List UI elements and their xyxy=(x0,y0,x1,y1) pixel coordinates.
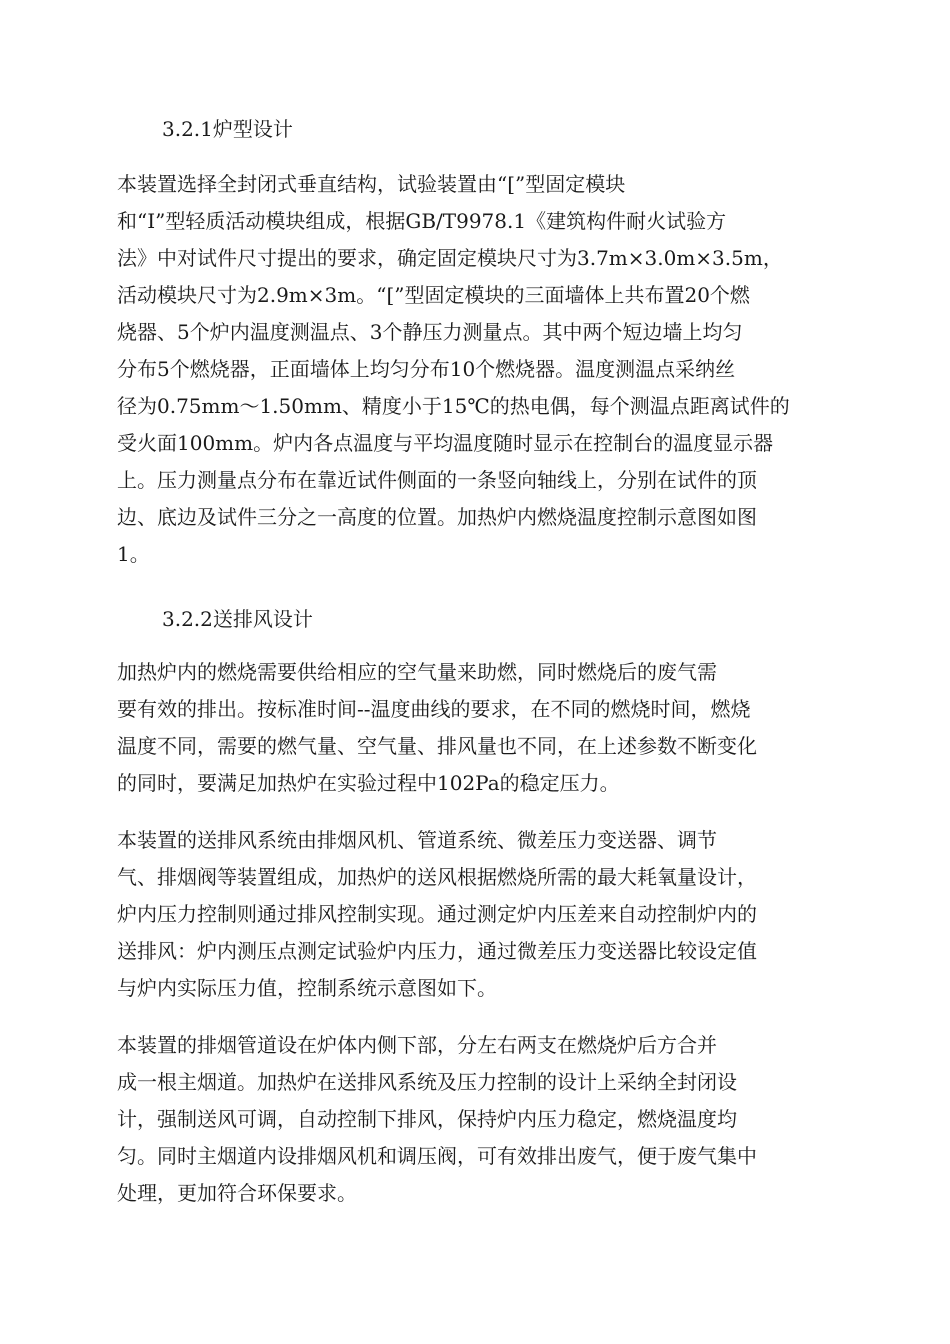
paragraph-exhaust-duct: 本装置的排烟管道设在炉体内侧下部，分左右两支在燃烧炉后方合并 成一根主烟道。加热炉在送排风系统及压力控制的设计上采纳全封闭设 计，强制送风可调，自动控制下排风，保持炉内压力稳定，燃烧温度均 匀。同时主烟道内设排烟风机和调压阀，可有效排出废气，便于废气集中 处理，更加符合环保要求。 xyxy=(117,1033,757,1205)
paragraph-furnace-design: 本装置选择全封闭式垂直结构，试验装置由“[”型固定模块 和“I”型轻质活动模块组成，根据GB/T9978.1《建筑构件耐火试验方 法》中对试件尺寸提出的要求，确定固定模块尺寸为3.7m×3.0m×3.5m， 活动模块尺寸为2.9m×3m。“[”型固定模块的三面墙体上共布置20个燃 烧器、5个炉内温度测温点、3个静压力测量点。其中两个短边墙上均匀 分布5个燃烧器，正面墙体上均匀分布10个燃烧器。温度测温点采纳丝 径为0.75mm～1.50mm、精度小于15℃的热电偶，每个测温点距离试件的 受火面100mm。炉内各点温度与平均温度随时显示在控制台的温度显示器 上。压力测量点分布在靠近试件侧面的一条竖向轴线上，分别在试件的顶 边、底边及试件三分之一高度的位置。加热炉内燃烧温度控制示意图如图 1。 xyxy=(117,172,790,566)
paragraph-ventilation-requirements: 加热炉内的燃烧需要供给相应的空气量来助燃，同时燃烧后的废气需 要有效的排出。按标准时间--温度曲线的要求，在不同的燃烧时间，燃烧 温度不同，需要的燃气量、空气量、排风量也不同，在上述参数不断变化 的同时，要满足加热炉在实验过程中102Pa的稳定压力。 xyxy=(117,660,757,795)
paragraph-ventilation-system: 本装置的送排风系统由排烟风机、管道系统、微差压力变送器、调节 气、排烟阀等装置组成，加热炉的送风根据燃烧所需的最大耗氧量设计， 炉内压力控制则通过排风控制实现。通过测定炉内压差来自动控制炉内的 送排风：炉内测压点测定试验炉内压力，通过微差压力变送器比较设定值 与炉内实际压力值，控制系统示意图如下。 xyxy=(117,828,757,1000)
section-heading-ventilation-design: 3.2.2送排风设计 xyxy=(162,607,313,631)
section-heading-furnace-design: 3.2.1炉型设计 xyxy=(162,117,293,141)
